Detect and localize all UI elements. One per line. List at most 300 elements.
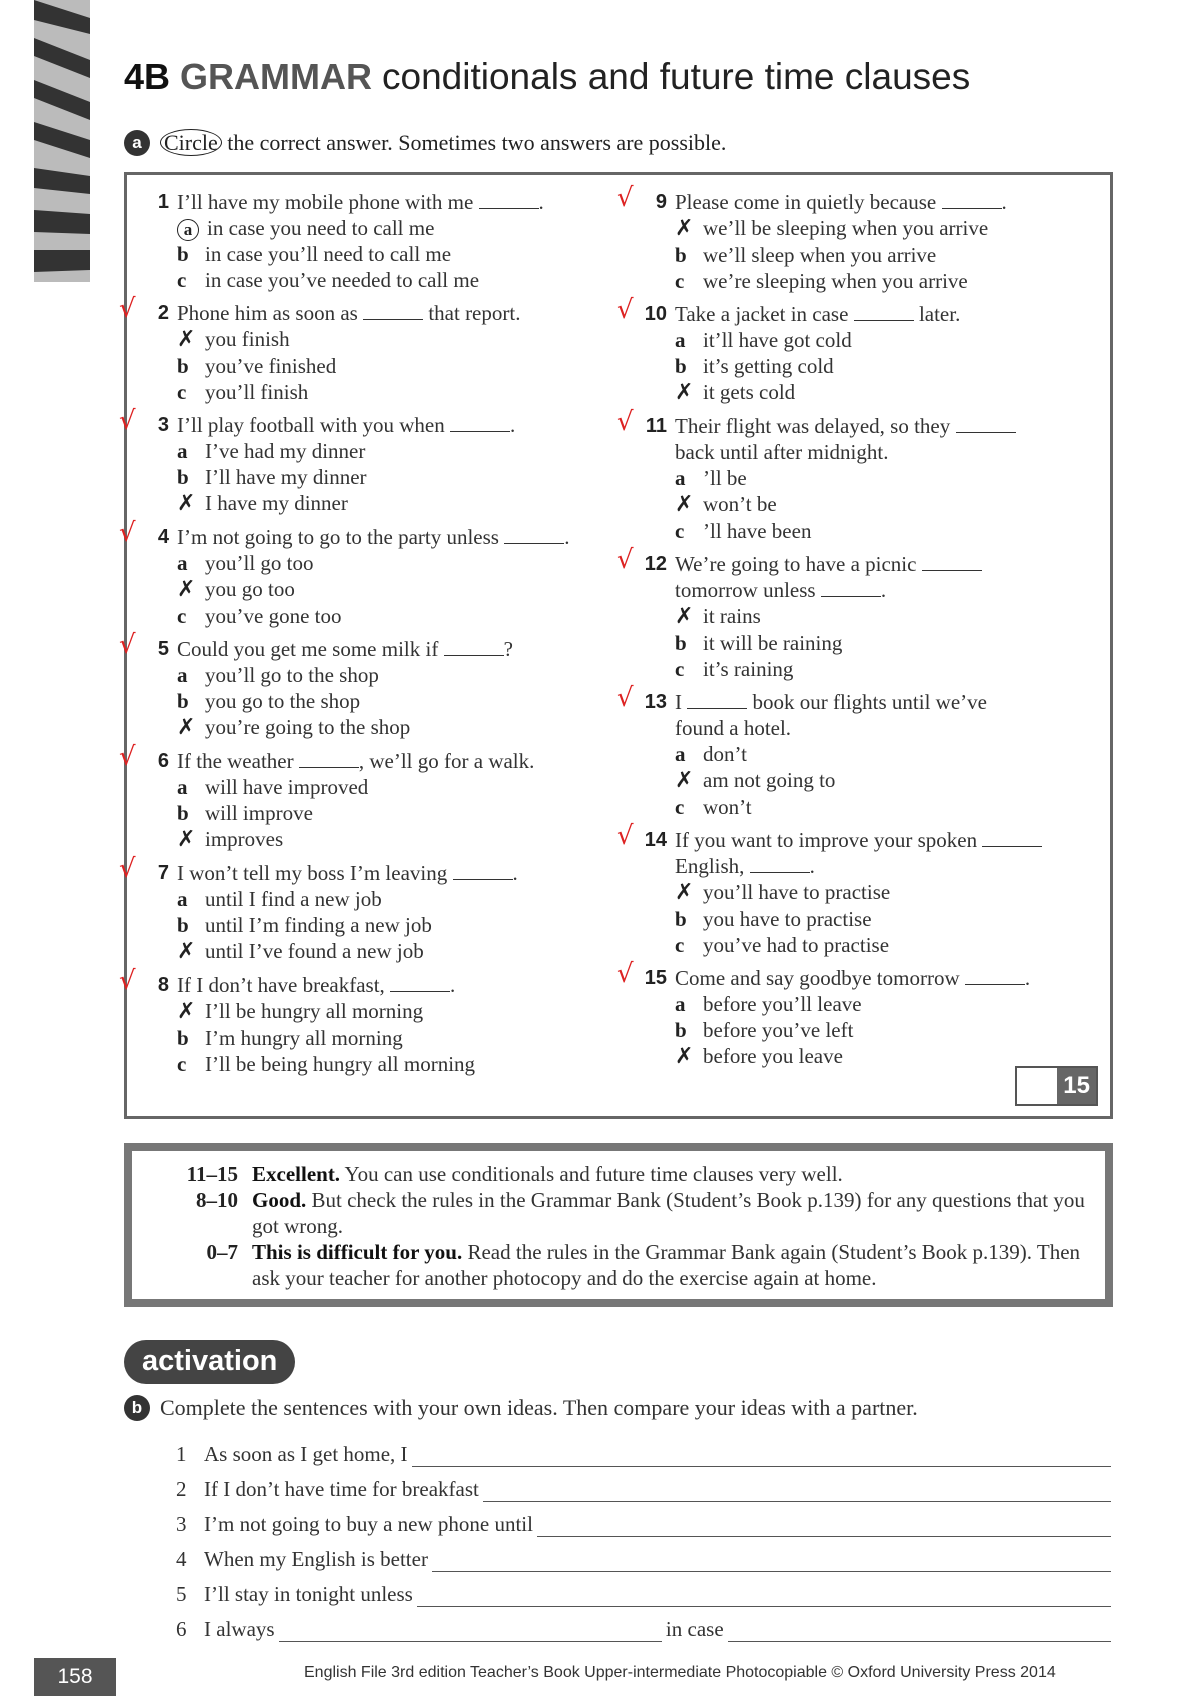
- question-item: [119, 518, 611, 629]
- page-subtitle: conditionals and future time clauses: [382, 56, 971, 97]
- answer-option[interactable]: [639, 794, 1109, 820]
- cross-mark-icon: ✗: [177, 827, 196, 852]
- option-letter: c: [177, 380, 187, 404]
- question-stem: [617, 183, 1109, 215]
- instruction-b: [124, 1395, 918, 1421]
- questions-right-column: [617, 183, 1109, 1077]
- option-letter: c: [675, 795, 685, 819]
- cross-mark-icon: ✗: [177, 577, 196, 602]
- answer-option[interactable]: [639, 656, 1109, 682]
- option-letter: b: [177, 354, 189, 378]
- answer-option[interactable]: [639, 630, 1109, 656]
- sentence-number: 3: [176, 1512, 187, 1536]
- band-verdict: Good.: [252, 1188, 307, 1212]
- answer-blank[interactable]: [922, 552, 982, 571]
- question-text: Phone him as soon as: [177, 301, 358, 325]
- question-stem: [119, 518, 611, 550]
- option-text: it gets cold: [703, 380, 796, 404]
- unit-code: 4B: [124, 56, 171, 97]
- tick-mark-icon: √: [119, 518, 136, 548]
- answer-option[interactable]: [141, 662, 611, 688]
- option-text: am not going to: [703, 768, 836, 792]
- question-item: [617, 821, 1109, 958]
- answer-blank[interactable]: [750, 854, 810, 873]
- question-text: We’re going to have a picnic: [675, 552, 917, 576]
- question-stem: [119, 966, 611, 998]
- question-text-line2: English,: [675, 854, 745, 878]
- answer-option[interactable]: [141, 800, 611, 826]
- question-text-after: ?: [503, 637, 513, 661]
- option-text: won’t: [703, 795, 752, 819]
- tick-mark-icon: √: [617, 821, 634, 851]
- answer-option[interactable]: [639, 741, 1109, 767]
- sentence-prompt: As soon as I get home, I: [204, 1442, 408, 1466]
- option-text: it rains: [703, 604, 761, 628]
- option-text: won’t be: [703, 492, 777, 516]
- tick-mark-icon: √: [119, 294, 136, 324]
- answer-option[interactable]: [141, 353, 611, 379]
- answer-option[interactable]: [141, 267, 611, 293]
- sentence-prompt: If I don’t have time for breakfast: [204, 1477, 479, 1501]
- option-letter: a: [177, 887, 188, 911]
- cross-mark-icon: ✗: [675, 380, 694, 405]
- option-text: we’ll be sleeping when you arrive: [703, 216, 989, 240]
- sentence-row: [176, 1502, 1111, 1537]
- option-letter: b: [675, 631, 687, 655]
- answer-option[interactable]: [141, 215, 611, 241]
- question-item: [119, 406, 611, 517]
- option-text: I have my dinner: [205, 491, 348, 515]
- answer-option[interactable]: [639, 932, 1109, 958]
- option-text: in case you’ll need to call me: [205, 242, 452, 266]
- answer-blank[interactable]: [363, 301, 423, 320]
- tick-mark-icon: √: [617, 683, 634, 713]
- option-letter: b: [177, 689, 189, 713]
- answer-option[interactable]: [141, 826, 611, 853]
- question-stem: [617, 683, 1109, 715]
- option-letter: a: [675, 992, 686, 1016]
- exercise-box: [119, 172, 1113, 1119]
- sentence-row: [176, 1572, 1111, 1607]
- question-item: [141, 189, 611, 293]
- answer-blank[interactable]: [965, 966, 1025, 985]
- score-band: [152, 1161, 1085, 1187]
- question-stem: [617, 407, 1109, 439]
- question-text: Could you get me some milk if: [177, 637, 439, 661]
- option-text: it’s raining: [703, 657, 794, 681]
- answer-option[interactable]: [141, 688, 611, 714]
- option-text: until I find a new job: [205, 887, 382, 911]
- option-letter: b: [177, 1026, 189, 1050]
- option-letter: b: [675, 907, 687, 931]
- footer-credit: English File 3rd edition Teacher’s Book Upper-intermediate Photocopiable © Oxford University Press 2014: [304, 1664, 1056, 1681]
- question-text: Please come in quietly because: [675, 190, 937, 214]
- question-stem-continued: [639, 439, 1109, 465]
- answer-option[interactable]: [141, 550, 611, 576]
- answer-option[interactable]: [639, 1017, 1109, 1043]
- tick-mark-icon: √: [617, 407, 634, 437]
- circled-word: Circle: [160, 129, 222, 156]
- cross-mark-icon: ✗: [177, 999, 196, 1024]
- answer-option[interactable]: [141, 490, 611, 517]
- question-item: [119, 742, 611, 853]
- sentence-row: [176, 1467, 1111, 1502]
- section-word: GRAMMAR: [180, 56, 373, 97]
- write-in-line[interactable]: [417, 1588, 1111, 1607]
- answer-option[interactable]: [639, 268, 1109, 294]
- sentence-number: 4: [176, 1547, 187, 1571]
- answer-blank[interactable]: [942, 190, 1002, 209]
- question-item: [617, 959, 1109, 1070]
- option-text: you’ll finish: [205, 380, 309, 404]
- option-text: you’re going to the shop: [205, 715, 411, 739]
- answer-blank[interactable]: [444, 637, 504, 656]
- tick-mark-icon: √: [617, 183, 634, 213]
- cross-mark-icon: ✗: [675, 492, 694, 517]
- question-item: [119, 294, 611, 405]
- page-title: [124, 56, 970, 98]
- answer-option[interactable]: [141, 886, 611, 912]
- sentence-mid-text: in case: [665, 1617, 724, 1641]
- question-item: [119, 966, 611, 1077]
- cross-mark-icon: ✗: [675, 880, 694, 905]
- question-stem: [617, 545, 1109, 577]
- answer-blank[interactable]: [982, 828, 1042, 847]
- option-letter: a: [177, 439, 188, 463]
- score-box: [1015, 1066, 1098, 1106]
- option-text: I’m hungry all morning: [205, 1026, 403, 1050]
- question-text-after: .: [1024, 966, 1031, 990]
- option-text: before you’ve left: [703, 1018, 854, 1042]
- question-stem: [617, 821, 1109, 853]
- part-a-badge: a: [124, 130, 150, 156]
- questions-left-column: [119, 189, 611, 1084]
- answer-option[interactable]: [639, 518, 1109, 544]
- answer-option[interactable]: [141, 938, 611, 965]
- option-letter: a: [675, 466, 686, 490]
- score-range: 0–7: [206, 1240, 238, 1264]
- question-number: 13: [644, 691, 667, 713]
- answer-option[interactable]: [141, 576, 611, 603]
- answer-option[interactable]: [141, 714, 611, 741]
- question-stem-continued: [639, 577, 1109, 603]
- question-text-after: later.: [913, 302, 961, 326]
- score-band: [152, 1187, 1085, 1239]
- instruction-a: [124, 130, 726, 156]
- sentence-list: [176, 1432, 1111, 1642]
- score-range: 11–15: [186, 1162, 238, 1186]
- sentence-prompt: I always: [204, 1617, 275, 1641]
- score-band: [152, 1239, 1085, 1291]
- answer-option[interactable]: [141, 774, 611, 800]
- sentence-number: 1: [176, 1442, 187, 1466]
- option-text: don’t: [703, 742, 747, 766]
- question-text: If the weather: [177, 749, 294, 773]
- cross-mark-icon: ✗: [675, 604, 694, 629]
- band-text: Read the rules in the Grammar Bank again (Student’s Book p.139). Then ask your teacher for another photocopy and do the exercise again at home.: [252, 1240, 1081, 1290]
- cross-mark-icon: ✗: [177, 327, 196, 352]
- option-text: you go too: [205, 577, 295, 601]
- option-text: until I’ve found a new job: [205, 939, 424, 963]
- question-text: Come and say goodbye tomorrow: [675, 966, 960, 990]
- answer-option[interactable]: [141, 1025, 611, 1051]
- question-number: 4: [157, 526, 169, 548]
- option-text: in case you’ve needed to call me: [205, 268, 480, 292]
- answer-option[interactable]: [141, 603, 611, 629]
- option-letter: a: [177, 775, 188, 799]
- instruction-b-text: Complete the sentences with your own ideas. Then compare your ideas with a partner.: [160, 1395, 918, 1420]
- option-text: I’ll be hungry all morning: [205, 999, 424, 1023]
- activation-heading: activation: [124, 1340, 295, 1384]
- option-text: before you’ll leave: [703, 992, 862, 1016]
- question-text: Their flight was delayed, so they: [675, 414, 951, 438]
- option-letter: c: [177, 1052, 187, 1076]
- option-text: we’ll sleep when you arrive: [703, 243, 937, 267]
- question-text-line2-after: .: [809, 854, 815, 878]
- instruction-a-text: the correct answer. Sometimes two answers are possible.: [221, 130, 727, 155]
- option-letter: a: [177, 551, 188, 575]
- question-text: Take a jacket in case: [675, 302, 849, 326]
- question-text: I’m not going to go to the party unless: [177, 525, 499, 549]
- sentence-row: [176, 1607, 1111, 1642]
- question-stem: [141, 189, 611, 215]
- answer-option[interactable]: [639, 215, 1109, 242]
- band-text: You can use conditionals and future time clauses very well.: [340, 1162, 843, 1186]
- question-number: 2: [157, 302, 169, 324]
- question-item: [617, 295, 1109, 406]
- answer-blank[interactable]: [504, 525, 564, 544]
- question-stem: [617, 295, 1109, 327]
- answer-option[interactable]: [639, 242, 1109, 268]
- option-text: ’ll have been: [703, 519, 812, 543]
- option-text: we’re sleeping when you arrive: [703, 269, 968, 293]
- question-item: [119, 630, 611, 741]
- cross-mark-icon: ✗: [177, 939, 196, 964]
- option-text: you finish: [205, 327, 290, 351]
- question-text-line2-after: .: [880, 578, 887, 602]
- answer-blank[interactable]: [453, 861, 513, 880]
- sentence-row: [176, 1537, 1111, 1572]
- answer-option[interactable]: [141, 998, 611, 1025]
- question-number: 11: [645, 415, 667, 437]
- question-stem: [119, 406, 611, 438]
- option-letter: b: [177, 913, 189, 937]
- question-text-line2: found a hotel.: [675, 716, 792, 740]
- option-letter: c: [675, 657, 685, 681]
- write-in-line[interactable]: [537, 1518, 1111, 1537]
- answer-blank[interactable]: [299, 749, 359, 768]
- question-text-after: , we’ll go for a walk.: [358, 749, 535, 773]
- answer-blank[interactable]: [479, 190, 539, 209]
- answer-option[interactable]: [639, 603, 1109, 630]
- sentence-prompt: I’ll stay in tonight unless: [204, 1582, 413, 1606]
- question-text-after: that report.: [423, 301, 521, 325]
- option-letter: c: [177, 268, 187, 292]
- question-text-after: book our flights until we’ve: [747, 690, 987, 714]
- question-text-after: .: [509, 413, 516, 437]
- sentence-prompt: When my English is better: [204, 1547, 428, 1571]
- question-number: 7: [157, 862, 169, 884]
- option-text: will improve: [205, 801, 313, 825]
- question-stem: [119, 854, 611, 886]
- score-total: 15: [1057, 1068, 1096, 1104]
- answer-option[interactable]: [639, 906, 1109, 932]
- band-text: But check the rules in the Grammar Bank (Student’s Book p.139) for any questions that you got wrong.: [252, 1188, 1085, 1238]
- cross-mark-icon: ✗: [177, 715, 196, 740]
- score-range: 8–10: [196, 1188, 238, 1212]
- cross-mark-icon: ✗: [177, 491, 196, 516]
- question-number: 12: [644, 553, 667, 575]
- option-text: I’ll have my dinner: [205, 465, 367, 489]
- option-letter: a: [177, 663, 188, 687]
- option-letter: b: [177, 801, 189, 825]
- question-item: [617, 407, 1109, 544]
- option-text: improves: [205, 827, 284, 851]
- question-text-line2: tomorrow unless: [675, 578, 816, 602]
- question-item: [119, 854, 611, 965]
- score-entry[interactable]: [1017, 1068, 1057, 1104]
- sentence-row: [176, 1432, 1111, 1467]
- write-in-line[interactable]: [412, 1448, 1111, 1467]
- answer-blank[interactable]: [450, 413, 510, 432]
- question-item: [617, 545, 1109, 682]
- question-stem-continued: [639, 715, 1109, 741]
- write-in-line[interactable]: [432, 1553, 1111, 1572]
- question-number: 14: [644, 829, 667, 851]
- answer-option[interactable]: [141, 326, 611, 353]
- question-number: 6: [157, 750, 169, 772]
- answer-blank[interactable]: [390, 973, 450, 992]
- option-letter-circled: a: [177, 219, 199, 241]
- question-stem: [119, 630, 611, 662]
- tick-mark-icon: √: [617, 545, 634, 575]
- question-stem: [119, 294, 611, 326]
- answer-option[interactable]: [141, 438, 611, 464]
- question-item: [617, 683, 1109, 820]
- tick-mark-icon: √: [119, 630, 136, 660]
- question-text: If I don’t have breakfast,: [177, 973, 385, 997]
- cross-mark-icon: ✗: [675, 1044, 694, 1069]
- option-text: it’ll have got cold: [703, 328, 852, 352]
- question-text: I’ll have my mobile phone with me: [177, 190, 474, 214]
- question-number: 8: [157, 974, 169, 996]
- question-text-after: .: [564, 525, 570, 549]
- sentence-number: 2: [176, 1477, 187, 1501]
- answer-option[interactable]: [639, 491, 1109, 518]
- answer-blank[interactable]: [821, 578, 881, 597]
- answer-blank[interactable]: [687, 690, 747, 709]
- question-number: 9: [655, 191, 667, 213]
- option-text: I’ll be being hungry all morning: [205, 1052, 476, 1076]
- tick-mark-icon: √: [119, 406, 136, 436]
- question-number: 3: [157, 414, 169, 436]
- answer-blank[interactable]: [854, 302, 914, 321]
- tick-mark-icon: √: [617, 295, 634, 325]
- option-text: before you leave: [703, 1044, 843, 1068]
- answer-option[interactable]: [141, 912, 611, 938]
- part-b-badge: b: [124, 1395, 150, 1421]
- option-text: until I’m finding a new job: [205, 913, 432, 937]
- option-text: you’ll have to practise: [703, 880, 891, 904]
- tick-mark-icon: √: [119, 854, 136, 884]
- question-stem-continued: [639, 853, 1109, 879]
- answer-option[interactable]: [639, 379, 1109, 406]
- option-text: will have improved: [205, 775, 369, 799]
- question-text-after: .: [450, 973, 456, 997]
- question-number: 1: [157, 191, 169, 213]
- answer-option[interactable]: [141, 464, 611, 490]
- option-letter: c: [675, 519, 685, 543]
- question-text: I: [675, 690, 682, 714]
- option-text: it will be raining: [703, 631, 843, 655]
- cross-mark-icon: ✗: [675, 768, 694, 793]
- answer-option[interactable]: [639, 879, 1109, 906]
- question-item: [617, 183, 1109, 294]
- option-letter: b: [177, 465, 189, 489]
- option-text: you’ve had to practise: [703, 933, 890, 957]
- sentence-prompt: I’m not going to buy a new phone until: [204, 1512, 533, 1536]
- option-text: you go to the shop: [205, 689, 361, 713]
- answer-option[interactable]: [639, 991, 1109, 1017]
- option-letter: c: [675, 269, 685, 293]
- answer-option[interactable]: [639, 767, 1109, 794]
- band-verdict: Excellent.: [252, 1162, 341, 1186]
- scoring-guide: [124, 1143, 1113, 1307]
- question-number: 5: [157, 638, 169, 660]
- question-number: 15: [644, 967, 667, 989]
- question-text: I won’t tell my boss I’m leaving: [177, 861, 448, 885]
- option-text: ’ll be: [703, 466, 747, 490]
- question-text: If you want to improve your spoken: [675, 828, 978, 852]
- option-letter: b: [675, 1018, 687, 1042]
- answer-option[interactable]: [141, 241, 611, 267]
- question-text-after: .: [538, 190, 544, 214]
- page-number: 158: [34, 1658, 116, 1696]
- question-stem: [119, 742, 611, 774]
- tick-mark-icon: √: [119, 742, 136, 772]
- decorative-stripes: [34, 0, 90, 282]
- answer-option[interactable]: [639, 465, 1109, 491]
- sentence-number: 6: [176, 1617, 187, 1641]
- cross-mark-icon: ✗: [675, 216, 694, 241]
- tick-mark-icon: √: [617, 959, 634, 989]
- option-text: I’ve had my dinner: [205, 439, 366, 463]
- band-verdict: This is difficult for you.: [252, 1240, 463, 1264]
- option-letter: b: [675, 354, 687, 378]
- question-stem: [617, 959, 1109, 991]
- option-letter: b: [675, 243, 687, 267]
- option-text: you’ll go to the shop: [205, 663, 379, 687]
- question-text-after: .: [1001, 190, 1007, 214]
- write-in-line[interactable]: [279, 1623, 662, 1642]
- option-text: you’ve finished: [205, 354, 337, 378]
- option-text: it’s getting cold: [703, 354, 834, 378]
- option-text: you’ve gone too: [205, 604, 342, 628]
- sentence-number: 5: [176, 1582, 187, 1606]
- answer-option[interactable]: [141, 379, 611, 405]
- answer-blank[interactable]: [956, 414, 1016, 433]
- question-text-after: .: [512, 861, 518, 885]
- answer-option[interactable]: [639, 353, 1109, 379]
- option-text: you’ll go too: [205, 551, 314, 575]
- question-number: 10: [644, 303, 667, 325]
- option-letter: a: [675, 742, 686, 766]
- answer-option[interactable]: [141, 1051, 611, 1077]
- write-in-line[interactable]: [483, 1483, 1111, 1502]
- write-in-line[interactable]: [728, 1623, 1111, 1642]
- answer-option[interactable]: [639, 327, 1109, 353]
- option-text: you have to practise: [703, 907, 872, 931]
